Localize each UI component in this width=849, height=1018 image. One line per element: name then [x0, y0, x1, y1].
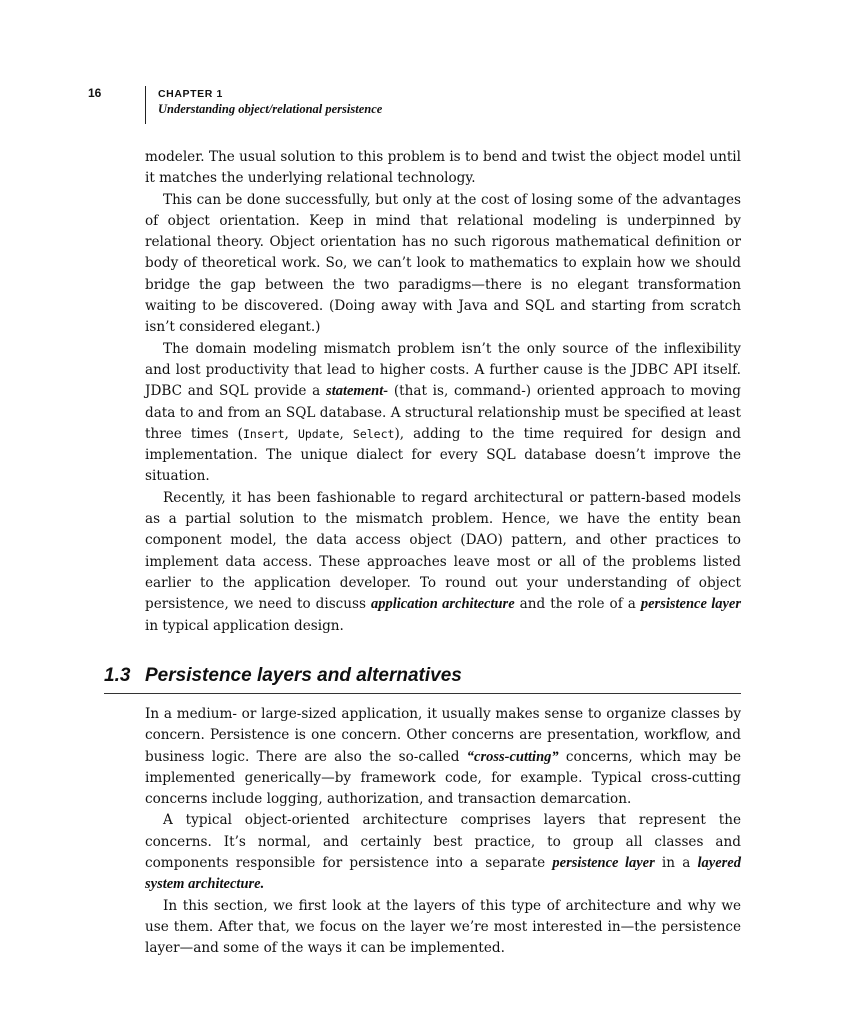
paragraph [145, 488, 741, 637]
emphasis: “cross-cutting” [466, 748, 559, 765]
body-text-top [145, 147, 741, 637]
code-keyword: Select [352, 426, 395, 441]
page-number: 16 [88, 86, 102, 100]
text-run: ), adding to the time required for design and implementation. The unique dialect for every SQL database doesn’t improve the situation. [145, 425, 741, 485]
text-run: In a medium- or large-sized application, it usually makes sense to organize classes by concern. Persistence is one concern. Other concerns are presentation, workflow, and business logic. There are also the so-called [145, 706, 741, 765]
paragraph [145, 339, 741, 488]
section-title: Persistence layers and alternatives [145, 665, 462, 686]
emphasis: persistence layer [640, 596, 741, 613]
text-run: in typical application design. [145, 617, 344, 634]
separator: , [284, 425, 298, 442]
running-head [145, 86, 382, 124]
section-heading [104, 665, 741, 694]
chapter-title: Understanding object/relational persistence [158, 102, 383, 116]
paragraph: modeler. The usual solution to this problem is to bend and twist the object model until it matches the underlying relational technology. [145, 149, 741, 187]
text-run: (that is, command-) oriented approach to moving data to and from an SQL database. A structural relationship must be specified at least three times ( [145, 383, 741, 442]
section-number: 1.3 [104, 665, 131, 686]
code-keyword: Insert [242, 426, 285, 441]
emphasis: persistence layer [552, 855, 655, 872]
text-run: and the role of a [514, 596, 641, 613]
text-run: in a [654, 855, 698, 872]
emphasis: statement- [326, 383, 389, 400]
text-run: Recently, it has been fashionable to regard architectural or pattern-based models as a partial solution to the mismatch problem. Hence, we have the entity bean component model, the data access object (DAO) pattern, and other practices to implement data access. These approaches leave most or all of the problems listed earlier to the application developer. To round out your understanding of object persistence, we need to discuss [145, 489, 741, 613]
separator: , [339, 425, 353, 442]
text-run: A typical object-oriented architecture comprises layers that represent the concerns. It’s normal, and certainly best practice, to group all classes and components responsible for persistence into a separate [145, 812, 741, 872]
paragraph [145, 704, 741, 810]
emphasis: layered system architecture. [145, 855, 741, 893]
code-keyword: Update [297, 426, 340, 441]
paragraph: In this section, we first look at the layers of this type of architecture and why we use them. After that, we focus on the layer we’re most interested in—the persistence layer—and some of the ways it can be implemented. [145, 897, 741, 957]
text-run: concerns, which may be implemented generically—by framework code, for example. Typical cross-cutting concerns include logging, authorization, and transaction demarcation. [145, 748, 742, 808]
chapter-label: CHAPTER 1 [158, 88, 223, 100]
emphasis: application architecture [370, 596, 515, 613]
paragraph: This can be done successfully, but only at the cost of losing some of the advantages of object orientation. Keep in mind that relational modeling is underpinned by relational theory. Object orientation has no such rigorous mathematical definition or body of theoretical work. So, we can’t look to mathematics to explain how we should bridge the gap between the two paradigms—there is no elegant transformation waiting to be discovered. (Doing away with Java and SQL and starting from scratch isn’t considered elegant.) [145, 191, 741, 336]
paragraph [145, 810, 741, 895]
body-text-bottom [145, 704, 741, 960]
text-run: The domain modeling mismatch problem isn’t the only source of the inflexibility and lost productivity that lead to higher costs. A further cause is the JDBC API itself. JDBC and SQL provide a [145, 340, 741, 400]
